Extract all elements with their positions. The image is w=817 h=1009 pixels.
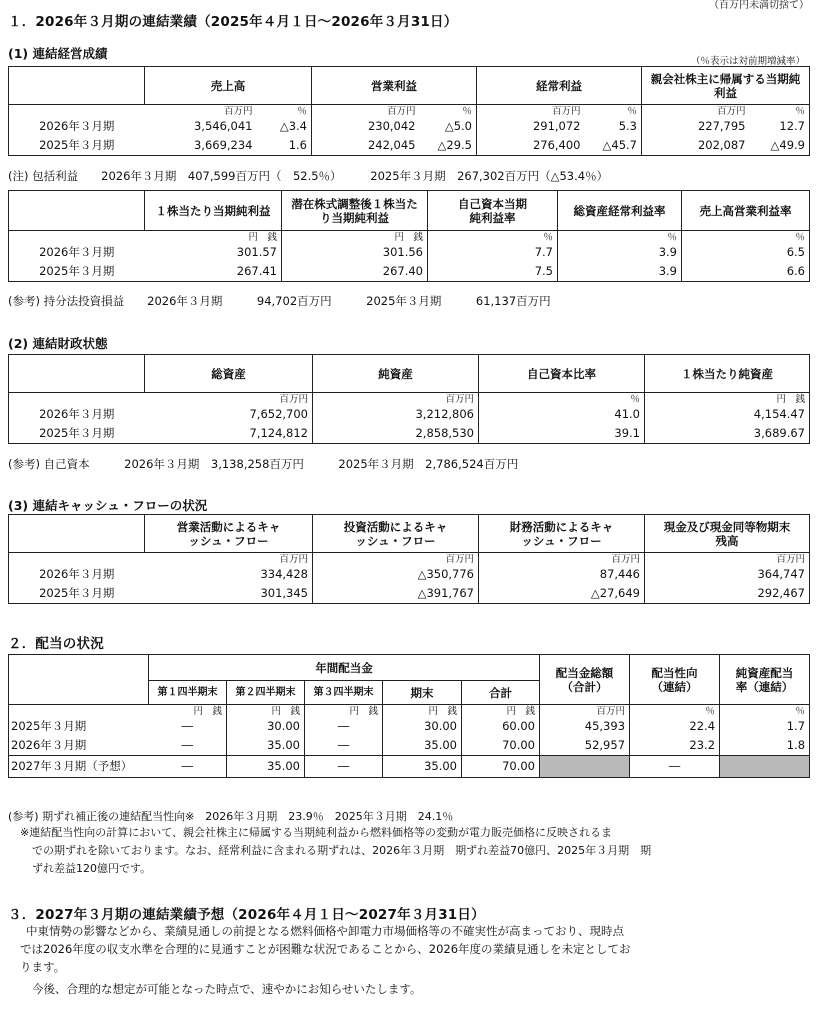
results-table — [8, 66, 810, 156]
cell: ― — [149, 756, 227, 778]
row-label: 2025年３月期 — [9, 136, 145, 156]
cell: △29.5 — [420, 136, 477, 156]
equity-method-note: (参考) 持分法投資損益 2026年３月期 94,702百万円 2025年３月期 61,137百万円 — [8, 294, 551, 308]
col-header-roe: 自己資本当期純利益率 — [428, 191, 558, 231]
unit-note: （百万円未満切捨て） — [709, 0, 809, 11]
cell: 1.7 — [720, 717, 810, 736]
cell: 52,957 — [540, 736, 630, 756]
col-header-total-assets: 総資産 — [145, 355, 313, 393]
col-header-operating-income: 営業利益 — [312, 67, 477, 105]
row-label: 2025年３月期 — [9, 584, 145, 604]
table-row — [9, 756, 810, 778]
footnote-line: ずれ差益120億円です。 — [32, 862, 152, 875]
results-unit-row — [9, 105, 810, 118]
row-label: 2025年３月期 — [9, 262, 145, 282]
cell: 3.9 — [558, 262, 682, 282]
cell: △27,649 — [479, 584, 645, 604]
cell: 301.56 — [282, 243, 428, 262]
unit-cell: ％ — [479, 393, 645, 406]
cell: 3,689.67 — [645, 424, 810, 444]
cell: 41.0 — [479, 405, 645, 424]
table-row — [9, 117, 810, 136]
cashflow-subtitle: (3) 連結キャッシュ・フローの状況 — [8, 498, 208, 513]
cell: 334,428 — [145, 565, 313, 584]
col-header-dividend-ratio: 純資産配当率（連結） — [720, 655, 810, 705]
unit-cell: 百万円 — [551, 106, 581, 117]
financial-unit-row — [9, 393, 810, 406]
unit-cell: ％ — [750, 105, 810, 118]
unit-cell: 百万円 — [145, 553, 313, 566]
cell: ― — [305, 756, 383, 778]
col-header-sales: 売上高 — [145, 67, 312, 105]
cell: ― — [149, 736, 227, 756]
unit-cell: 円 銭 — [282, 231, 428, 244]
cell: 35.00 — [227, 736, 305, 756]
shaded-cell — [540, 756, 630, 778]
cell: 291,072 — [532, 119, 581, 133]
cell: 87,446 — [479, 565, 645, 584]
unit-cell: ％ — [720, 705, 810, 718]
unit-cell: 円 銭 — [462, 705, 540, 718]
cell: 242,045 — [312, 136, 420, 156]
results-header-row — [9, 67, 810, 105]
col-header-year-end: 期末 — [383, 681, 462, 705]
cell: 30.00 — [383, 717, 462, 736]
row-label: 2027年３月期（予想） — [9, 756, 149, 778]
cell: 70.00 — [462, 756, 540, 778]
cell: 35.00 — [383, 736, 462, 756]
cell: △5.0 — [420, 117, 477, 136]
col-header-equity-ratio: 自己資本比率 — [479, 355, 645, 393]
section2-title: ２．配当の状況 — [8, 636, 104, 652]
payout-footnote — [20, 824, 812, 878]
cell: 35.00 — [383, 756, 462, 778]
cell: △391,767 — [313, 584, 479, 604]
unit-cell: 百万円 — [313, 553, 479, 566]
cell: 12.7 — [750, 117, 810, 136]
col-header-bps: １株当たり純資産 — [645, 355, 810, 393]
cell: 3,212,806 — [313, 405, 479, 424]
dividend-unit-row — [9, 705, 810, 718]
cell: 364,747 — [645, 565, 810, 584]
unit-cell: ％ — [420, 105, 477, 118]
col-header-eps: １株当たり当期純利益 — [145, 191, 282, 231]
cell: 230,042 — [367, 119, 416, 133]
cell: 267.41 — [145, 262, 282, 282]
table-row — [9, 565, 810, 584]
cell: 3.9 — [558, 243, 682, 262]
unit-cell: 百万円 — [540, 705, 630, 718]
col-header-net-assets: 純資産 — [313, 355, 479, 393]
unit-cell: ％ — [558, 231, 682, 244]
cell: 39.1 — [479, 424, 645, 444]
financial-header-row — [9, 355, 810, 393]
unit-cell: 百万円 — [645, 553, 810, 566]
results-subtitle: (1) 連結経営成績 — [8, 46, 108, 61]
cell: 22.4 — [630, 717, 720, 736]
cell: 7.7 — [428, 243, 558, 262]
unit-cell: ％ — [682, 231, 810, 244]
percent-note: （％表示は対前期増減率） — [690, 56, 805, 67]
cell: ― — [305, 736, 383, 756]
table-row — [9, 405, 810, 424]
cell: 202,087 — [642, 136, 750, 156]
cell: 45,393 — [540, 717, 630, 736]
paragraph-line: では2026年度の収支水準を合理的に見通すことが困難な状況であることから、2026年度の業績見通しを未定としてお — [20, 942, 631, 956]
adjusted-payout-note: (参考) 期ずれ補正後の連結配当性向※ 2026年３月期 23.9％ 2025年３月期 24.1％ — [8, 810, 454, 823]
cell: 1.6 — [257, 136, 312, 156]
row-label: 2026年３月期 — [9, 117, 145, 136]
cell: ― — [305, 717, 383, 736]
cell: 5.3 — [585, 117, 642, 136]
col-header-q3: 第３四半期末 — [305, 681, 383, 705]
unit-cell: 百万円 — [145, 393, 313, 406]
forecast-paragraph — [20, 922, 812, 998]
unit-cell: 円 銭 — [305, 705, 383, 718]
financial-position-subtitle: (2) 連結財政状態 — [8, 336, 108, 351]
table-row — [9, 424, 810, 444]
paragraph-line: 中東情勢の影響などから、業績見通しの前提となる燃料価格や卸電力市場価格等の不確実性が高まっており、現時点 — [26, 924, 624, 938]
table-row — [9, 736, 810, 756]
unit-cell: 円 銭 — [149, 705, 227, 718]
unit-cell: 円 銭 — [145, 231, 282, 244]
dividend-header-row-1 — [9, 655, 810, 681]
unit-cell: ％ — [257, 105, 312, 118]
cell: 1.8 — [720, 736, 810, 756]
cashflow-unit-row — [9, 553, 810, 566]
paragraph-line: ります。 — [20, 960, 66, 974]
col-header-financing-cf: 財務活動によるキャッシュ・フロー — [479, 515, 645, 553]
cell: 276,400 — [477, 136, 585, 156]
per-share-header-row — [9, 191, 810, 231]
unit-cell: 円 銭 — [645, 393, 810, 406]
cell: 4,154.47 — [645, 405, 810, 424]
unit-cell: 百万円 — [716, 106, 746, 117]
col-header-total: 合計 — [462, 681, 540, 705]
cell: ― — [149, 717, 227, 736]
col-header-operating-cf: 営業活動によるキャッシュ・フロー — [145, 515, 313, 553]
cell: 6.6 — [682, 262, 810, 282]
cashflow-header-row — [9, 515, 810, 553]
col-header-roa: 総資産経常利益率 — [558, 191, 682, 231]
unit-cell: 円 銭 — [227, 705, 305, 718]
cell: 60.00 — [462, 717, 540, 736]
cell: 292,467 — [645, 584, 810, 604]
shaded-cell — [720, 756, 810, 778]
row-label: 2026年３月期 — [9, 565, 145, 584]
unit-cell: 百万円 — [313, 393, 479, 406]
row-label: 2026年３月期 — [9, 736, 149, 756]
cell: △3.4 — [257, 117, 312, 136]
comprehensive-income-note: (注) 包括利益 2026年３月期 407,599百万円（ 52.5％） 2025年３月期 267,302百万円（△53.4％） — [8, 169, 609, 183]
cell: 227,795 — [697, 119, 746, 133]
cell: 267.40 — [282, 262, 428, 282]
footnote-line: での期ずれを除いております。なお、経常利益に含まれる期ずれは、2026年３月期 期ずれ差益70億円、2025年３月期 期 — [32, 844, 652, 857]
col-header-q1: 第１四半期末 — [149, 681, 227, 705]
unit-cell: 百万円 — [479, 553, 645, 566]
cell: △49.9 — [750, 136, 810, 156]
unit-cell: ％ — [585, 105, 642, 118]
unit-cell: 百万円 — [386, 106, 416, 117]
col-header-net-income: 親会社株主に帰属する当期純利益 — [642, 67, 810, 105]
cell: 70.00 — [462, 736, 540, 756]
unit-cell: ％ — [428, 231, 558, 244]
footnote-line: ※連結配当性向の計算において、親会社株主に帰属する当期純利益から燃料価格等の変動が電力販売価格に反映されるま — [20, 826, 612, 839]
cell: △350,776 — [313, 565, 479, 584]
unit-cell: 円 銭 — [383, 705, 462, 718]
cell: 35.00 — [227, 756, 305, 778]
table-row — [9, 243, 810, 262]
col-header-ordinary-income: 経常利益 — [477, 67, 642, 105]
cell: 7,652,700 — [145, 405, 313, 424]
cell: 2,858,530 — [313, 424, 479, 444]
cell: 30.00 — [227, 717, 305, 736]
row-label: 2026年３月期 — [9, 405, 145, 424]
cashflow-table — [8, 514, 810, 604]
col-header-cash-balance: 現金及び現金同等物期末残高 — [645, 515, 810, 553]
cell: 6.5 — [682, 243, 810, 262]
row-label: 2025年３月期 — [9, 717, 149, 736]
cell: 3,546,041 — [193, 119, 253, 133]
col-header-payout-ratio: 配当性向（連結） — [630, 655, 720, 705]
col-header-q2: 第２四半期末 — [227, 681, 305, 705]
cell: 3,669,234 — [145, 136, 257, 156]
col-header-annual-dividend: 年間配当金 — [149, 655, 540, 681]
cell: 7,124,812 — [145, 424, 313, 444]
cell: 301,345 — [145, 584, 313, 604]
cell: 23.2 — [630, 736, 720, 756]
row-label: 2026年３月期 — [9, 243, 145, 262]
dividend-table — [8, 654, 810, 778]
unit-cell: 百万円 — [223, 106, 253, 117]
per-share-unit-row — [9, 231, 810, 244]
paragraph-line: 今後、合理的な想定が可能となった時点で、速やかにお知らせいたします。 — [32, 982, 422, 996]
per-share-table — [8, 190, 810, 282]
cell: 7.5 — [428, 262, 558, 282]
table-row — [9, 717, 810, 736]
col-header-investing-cf: 投資活動によるキャッシュ・フロー — [313, 515, 479, 553]
col-header-diluted-eps: 潜在株式調整後１株当たり当期純利益 — [282, 191, 428, 231]
row-label: 2025年３月期 — [9, 424, 145, 444]
section1-title: １．2026年３月期の連結業績（2025年４月１日～2026年３月31日） — [8, 14, 458, 30]
equity-note: (参考) 自己資本 2026年３月期 3,138,258百万円 2025年３月期 2,786,524百万円 — [8, 457, 519, 471]
financial-position-table — [8, 354, 810, 444]
table-row — [9, 584, 810, 604]
cell: ― — [630, 756, 720, 778]
table-row — [9, 262, 810, 282]
section3-title: ３．2027年３月期の連結業績予想（2026年４月１日～2027年３月31日） — [8, 907, 485, 923]
cell: 301.57 — [145, 243, 282, 262]
col-header-total-dividend: 配当金総額（合計） — [540, 655, 630, 705]
unit-cell: ％ — [630, 705, 720, 718]
cell: △45.7 — [585, 136, 642, 156]
table-row — [9, 136, 810, 156]
col-header-margin: 売上高営業利益率 — [682, 191, 810, 231]
